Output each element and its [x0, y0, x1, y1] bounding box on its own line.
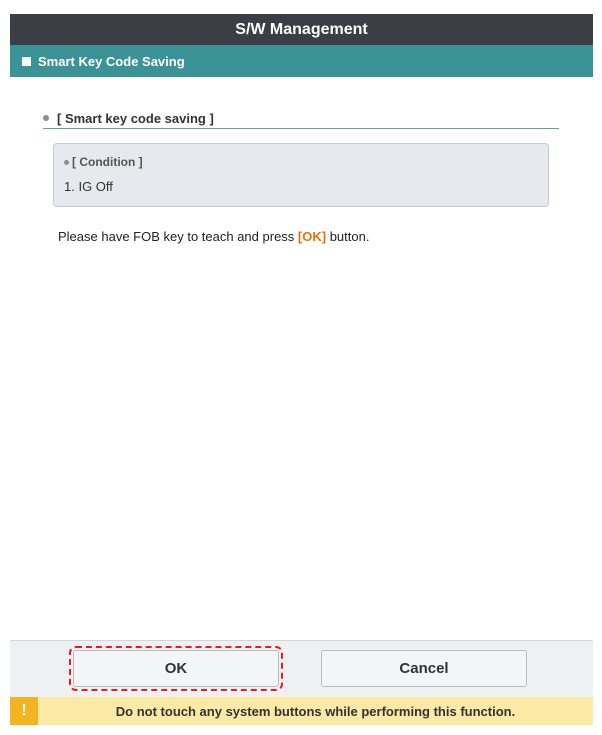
- condition-item: 1. IG Off: [64, 179, 113, 194]
- bullet-icon: [43, 115, 49, 121]
- cancel-button[interactable]: Cancel: [321, 650, 527, 687]
- warning-banner: [10, 697, 593, 725]
- function-title: Smart Key Code Saving: [38, 53, 185, 69]
- square-bullet-icon: [22, 57, 31, 66]
- instruction-after: button.: [326, 229, 370, 244]
- condition-header: [64, 155, 143, 169]
- condition-title: [ Condition ]: [72, 155, 143, 169]
- section-title: [ Smart key code saving ]: [57, 110, 214, 126]
- warning-icon: !: [10, 697, 38, 725]
- condition-panel: [53, 143, 549, 207]
- instruction-text: [58, 229, 369, 244]
- function-header: [10, 45, 593, 77]
- bullet-icon: [64, 160, 69, 165]
- instruction-before: Please have FOB key to teach and press: [58, 229, 298, 244]
- section-header: [43, 108, 559, 129]
- warning-text: Do not touch any system buttons while performing this function.: [115, 703, 516, 719]
- button-bar: [10, 640, 593, 697]
- ok-button[interactable]: OK: [73, 650, 279, 687]
- instruction-ok-highlight: [OK]: [297, 229, 327, 244]
- window-title-bar: [10, 14, 593, 45]
- window-title: S/W Management: [235, 20, 368, 38]
